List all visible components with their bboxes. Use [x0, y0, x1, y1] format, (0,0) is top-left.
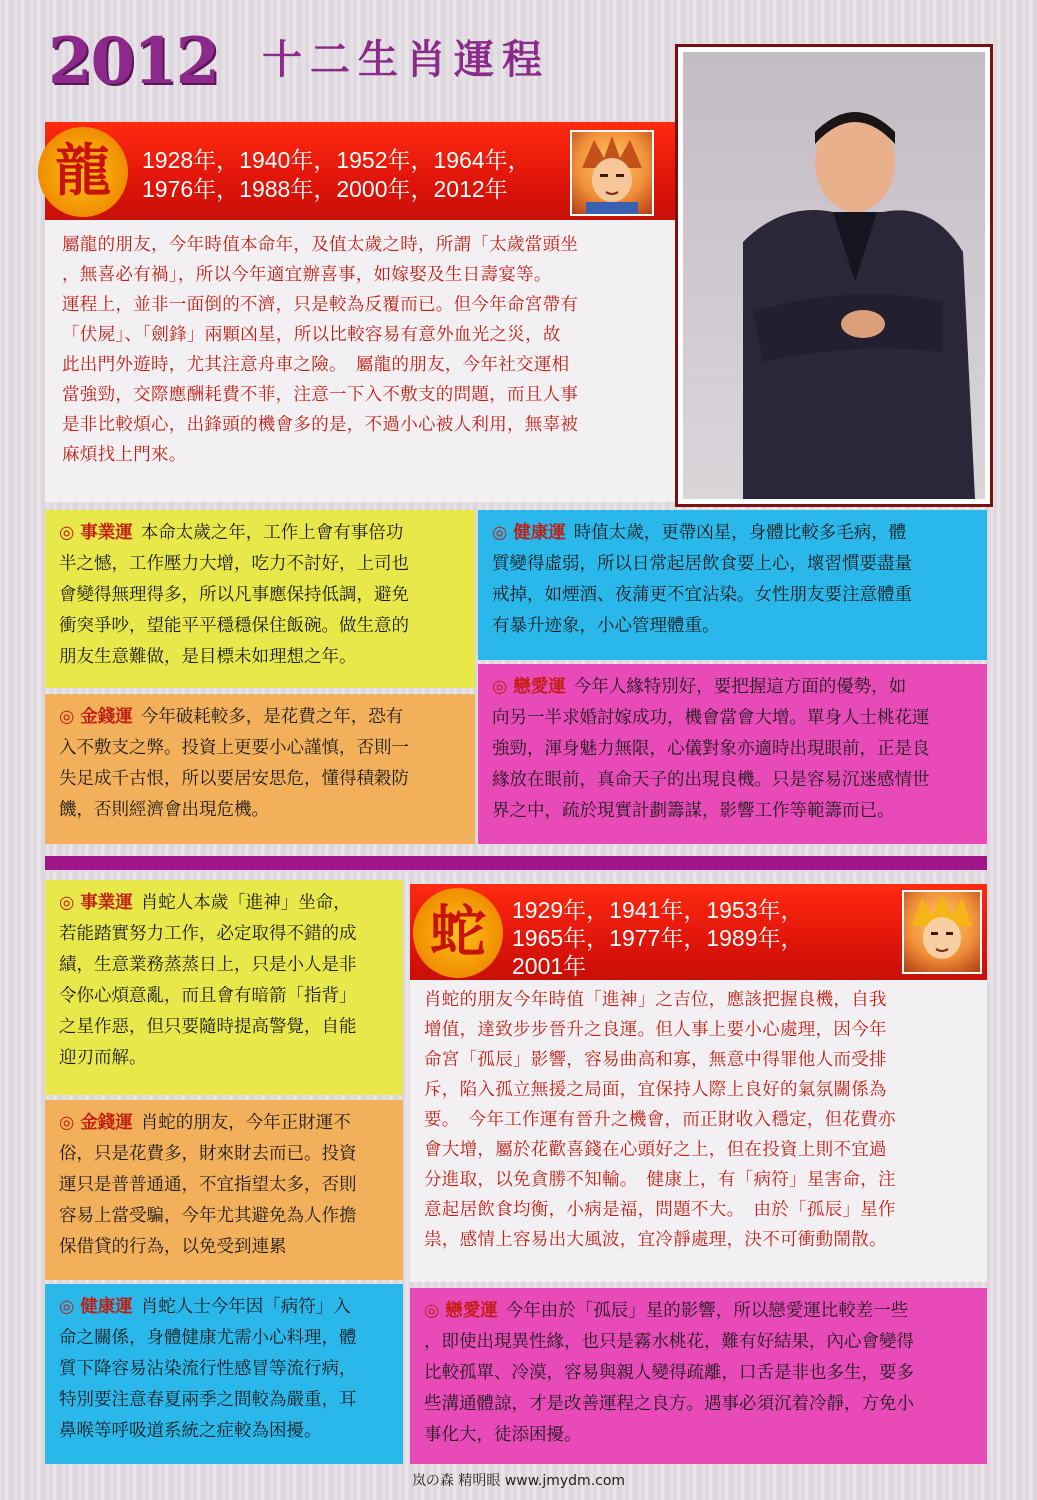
- person-photo-frame: [675, 44, 993, 507]
- snake-zodiac-badge: 蛇: [413, 888, 503, 978]
- health-line: 特別要注意春夏兩季之間較為嚴重，耳: [59, 1390, 357, 1410]
- love-line: 比較孤單、冷漠，容易與親人變得疏離，口舌是非也多生，要多: [424, 1363, 914, 1383]
- section-divider: [45, 856, 987, 870]
- health-line: 時值太歲，更帶凶星，身體比較多毛病，體: [573, 523, 907, 543]
- man-in-suit-image: [683, 52, 985, 499]
- money-label: 金錢運: [80, 707, 133, 727]
- snake-career-box: [45, 880, 403, 1095]
- dragon-character-avatar: [570, 130, 654, 216]
- money-line: 俗，只是花費多，財來財去而已。投資: [59, 1144, 357, 1164]
- person-photo: [683, 52, 985, 499]
- career-line: 半之憾，工作壓力大增，吃力不討好，上司也: [59, 554, 409, 574]
- career-line: 肖蛇人本歲「進神」坐命，: [140, 893, 351, 913]
- intro-line: 「伏屍」、「劍鋒」兩顆凶星，所以比較容易有意外血光之災，故: [62, 325, 561, 345]
- love-line: ，即使出現異性緣，也只是霧水桃花，難有好結果，內心會變得: [424, 1332, 914, 1352]
- bullet-mark: ◎: [59, 707, 75, 727]
- career-label: 事業運: [80, 523, 133, 543]
- intro-line: 當強勁，交際應酬耗費不菲，注意一下入不敷支的問題，而且人事: [62, 385, 579, 405]
- intro-line: 祟，感情上容易出大風波，宜冷靜處理，決不可衝動鬧散。: [424, 1230, 887, 1250]
- love-line: 事化大，徒添困擾。: [424, 1425, 582, 1445]
- bullet-mark: ◎: [59, 523, 75, 543]
- dragon-love-box: [478, 664, 987, 844]
- health-line: 命之關係，身體健康尤需小心料理，體: [59, 1328, 357, 1348]
- career-label: 事業運: [80, 893, 133, 913]
- snake-intro-text: [424, 985, 984, 1255]
- dragon-money-box: [45, 694, 475, 844]
- intro-line: 會大增，屬於花歡喜錢在心頭好之上，但在投資上則不宜過: [424, 1140, 887, 1160]
- health-line: 肖蛇人士今年因「病符」入: [140, 1297, 351, 1317]
- snake-years-line-1: 1929年，1941年，1953年，: [512, 897, 804, 923]
- snake-character-avatar: [902, 890, 982, 974]
- intro-line: 分進取，以免貪勝不知輸。 健康上，有「病符」星害命，注: [424, 1170, 896, 1190]
- health-line: 有暴升迹象，小心管理體重。: [492, 616, 720, 636]
- watermark-footer: 岚の森 精明眼 www.jmydm.com: [411, 1473, 626, 1489]
- health-line: 戒掉，如煙酒、夜蒲更不宜沾染。女性朋友要注意體重: [492, 585, 912, 605]
- intro-line: 是非比較煩心，出鋒頭的機會多的是，不過小心被人利用，無辜被: [62, 415, 579, 435]
- snake-health-box: [45, 1284, 403, 1464]
- health-line: 鼻喉等呼吸道系統之症較為困擾。: [59, 1421, 322, 1441]
- intro-line: 要。 今年工作運有晉升之機會，而正財收入穩定，但花費亦: [424, 1110, 896, 1130]
- dragon-years-line-2: 1976年，1988年，2000年，2012年: [142, 176, 508, 202]
- bullet-mark: ◎: [492, 677, 508, 697]
- love-label: 戀愛運: [513, 677, 566, 697]
- intro-line: 命宮「孤辰」影響，容易曲高和寡，無意中得罪他人而受排: [424, 1050, 887, 1070]
- love-line: 些溝通體諒，才是改善運程之良方。遇事必須沉着冷靜，方免小: [424, 1394, 914, 1414]
- intro-line: 斥，陷入孤立無援之局面，宜保持人際上良好的氣氛關係為: [424, 1080, 887, 1100]
- snake-money-box: [45, 1100, 403, 1280]
- dragon-zodiac-badge: 龍: [38, 127, 128, 217]
- love-line: 緣放在眼前，真命天子的出現良機。只是容易沉迷感情世: [492, 770, 930, 790]
- health-label: 健康運: [513, 523, 566, 543]
- love-line: 今年由於「孤辰」星的影響，所以戀愛運比較差一些: [505, 1301, 909, 1321]
- money-line: 入不敷支之弊。投資上更要小心謹慎，否則一: [59, 738, 409, 758]
- bullet-mark: ◎: [492, 523, 508, 543]
- love-label: 戀愛運: [445, 1301, 498, 1321]
- intro-line: 此出門外遊時，尤其注意舟車之險。 屬龍的朋友，今年社交運相: [62, 355, 570, 375]
- intro-line: 增值，達致步步晉升之良運。但人事上要小心處理，因今年: [424, 1020, 887, 1040]
- dragon-career-box: [45, 510, 475, 688]
- health-line: 質下降容易沾染流行性感冒等流行病，: [59, 1359, 357, 1379]
- money-line: 運只是普普通通，不宜指望太多，否則: [59, 1175, 357, 1195]
- career-line: 之星作惡，但只要隨時提高警覺，自能: [59, 1017, 357, 1037]
- intro-line: 意起居飲食均衡，小病是福，問題不大。 由於「孤辰」星作: [424, 1200, 896, 1220]
- intro-line: 肖蛇的朋友今年時值「進神」之吉位，應該把握良機，自我: [424, 990, 887, 1010]
- health-label: 健康運: [80, 1297, 133, 1317]
- career-line: 衝突爭吵，望能平平穩穩保住飯碗。做生意的: [59, 616, 409, 636]
- money-label: 金錢運: [80, 1113, 133, 1133]
- dragon-intro-text: [62, 230, 672, 470]
- money-line: 饑，否則經濟會出現危機。: [59, 800, 269, 820]
- intro-line: 麻煩找上門來。: [62, 445, 187, 465]
- love-line: 向另一半求婚討嫁成功，機會當會大增。單身人士桃花運: [492, 708, 930, 728]
- snake-character-art: [904, 892, 980, 972]
- snake-years-line-2: 1965年，1977年，1989年，: [512, 925, 804, 951]
- career-line: 令你心煩意亂，而且會有暗箭「指背」: [59, 986, 357, 1006]
- health-line: 質變得虛弱，所以日常起居飲食要上心，壞習慣要盡量: [492, 554, 912, 574]
- bullet-mark: ◎: [59, 1297, 75, 1317]
- page-title: 十二生肖運程: [262, 37, 550, 83]
- dragon-years-line-1: 1928年，1940年，1952年，1964年，: [142, 147, 531, 173]
- career-line: 會變得無理得多，所以凡事應保持低調，避免: [59, 585, 409, 605]
- bullet-mark: ◎: [59, 1113, 75, 1133]
- intro-line: 運程上，並非一面倒的不濟，只是較為反覆而已。但今年命宮帶有: [62, 295, 579, 315]
- career-line: 本命太歲之年，工作上會有事倍功: [140, 523, 404, 543]
- money-line: 容易上當受騙，今年尤其避免為人作擔: [59, 1206, 357, 1226]
- career-line: 績，生意業務蒸蒸日上，只是小人是非: [59, 955, 357, 975]
- dragon-character-art: [572, 132, 652, 214]
- dragon-health-box: [478, 510, 987, 660]
- money-line: 失足成千古恨，所以要居安思危，懂得積穀防: [59, 769, 409, 789]
- career-line: 迎刃而解。: [59, 1048, 147, 1068]
- love-line: 強勁，渾身魅力無限，心儀對象亦適時出現眼前，正是良: [492, 739, 930, 759]
- year-heading: 2012: [48, 24, 219, 99]
- bullet-mark: ◎: [59, 893, 75, 913]
- snake-love-box: [410, 1288, 987, 1464]
- bullet-mark: ◎: [424, 1301, 440, 1321]
- love-line: 今年人緣特別好，要把握這方面的優勢，如: [573, 677, 907, 697]
- career-line: 朋友生意難做，是目標未如理想之年。: [59, 647, 357, 667]
- intro-line: 屬龍的朋友，今年時值本命年，及值太歲之時，所謂「太歲當頭坐: [62, 235, 579, 255]
- love-line: 界之中，疏於現實計劃籌謀，影響工作等範籌而已。: [492, 801, 895, 821]
- career-line: 若能踏實努力工作，必定取得不錯的成: [59, 924, 357, 944]
- snake-years-line-3: 2001年: [512, 953, 587, 979]
- intro-line: ，無喜必有禍」，所以今年適宜辦喜事，如嫁娶及生日壽宴等。: [62, 265, 552, 285]
- money-line: 保借貸的行為，以免受到連累: [59, 1237, 287, 1257]
- money-line: 今年破耗較多，是花費之年，恐有: [140, 707, 404, 727]
- money-line: 肖蛇的朋友，今年正財運不: [140, 1113, 351, 1133]
